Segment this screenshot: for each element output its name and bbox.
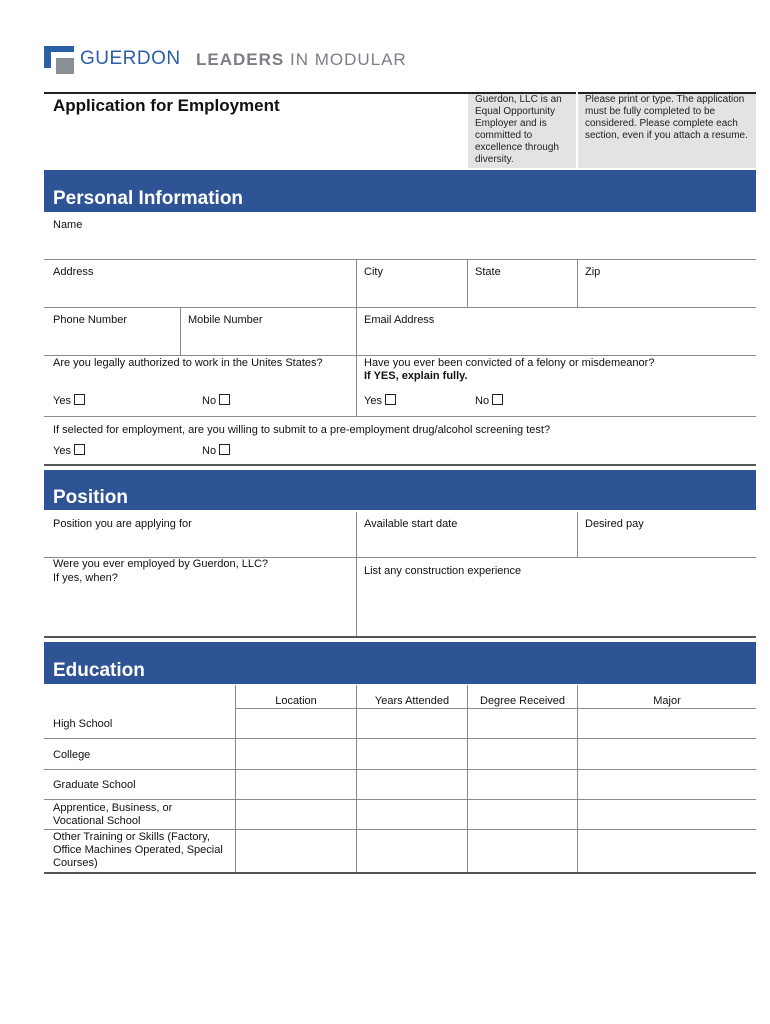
city-field[interactable] [357, 260, 467, 306]
name-label: Name [53, 219, 83, 231]
zip-field[interactable] [578, 260, 756, 306]
phone-label: Phone Number [53, 314, 127, 326]
education-col-location: Location [275, 695, 317, 707]
brand-tagline [196, 50, 407, 70]
eo-statement: Guerdon, LLC is an Equal Opportunity Employer and is committed to excellence through diversity. [475, 94, 562, 165]
tagline-light: IN MODULAR [289, 50, 407, 69]
felony-yes-label: Yes [364, 395, 382, 407]
authorized-question: Are you legally authorized to work in the Unites States? [53, 357, 323, 369]
felony-question: Have you ever been convicted of a felony or misdemeanor? [364, 357, 655, 369]
authorized-no-label: No [202, 395, 217, 407]
authorized-no[interactable] [202, 394, 230, 408]
page-title: Application for Employment [53, 96, 280, 115]
mobile-label: Mobile Number [188, 314, 263, 326]
employed-before-field[interactable] [44, 558, 356, 636]
education-other-cells[interactable] [236, 830, 756, 872]
email-field[interactable] [357, 308, 756, 354]
address-label: Address [53, 266, 94, 278]
guerdon-logo-icon [44, 46, 74, 74]
education-row-college: College [53, 749, 91, 761]
zip-label: Zip [585, 266, 601, 278]
education-vocational-cells[interactable] [236, 800, 756, 829]
email-label: Email Address [364, 314, 435, 326]
section-education: Education [44, 642, 756, 684]
name-field[interactable] [44, 214, 756, 259]
desired-pay-label: Desired pay [585, 518, 644, 530]
authorized-yes-checkbox[interactable] [74, 394, 85, 405]
position-applying-label: Position you are applying for [53, 518, 192, 530]
city-label: City [364, 266, 383, 278]
position-applying-field[interactable] [44, 512, 356, 556]
mobile-field[interactable] [181, 308, 356, 354]
drug-test-yes[interactable] [53, 444, 85, 458]
authorized-no-checkbox[interactable] [219, 394, 230, 405]
state-label: State [475, 266, 501, 278]
phone-field[interactable] [44, 308, 180, 354]
education-row-high-school: High School [53, 718, 113, 730]
education-col-major: Major [653, 695, 681, 707]
education-high-school-cells[interactable] [236, 709, 756, 738]
authorized-yes[interactable] [53, 394, 85, 408]
authorized-yes-label: Yes [53, 395, 71, 407]
felony-no[interactable] [475, 394, 503, 408]
drug-test-yes-label: Yes [53, 445, 71, 457]
drug-test-no-label: No [202, 445, 217, 457]
brand-name: GUERDON [80, 48, 181, 69]
drug-test-no-checkbox[interactable] [219, 444, 230, 455]
state-field[interactable] [468, 260, 577, 306]
felony-yes-checkbox[interactable] [385, 394, 396, 405]
instructions-text: Please print or type. The application must be fully completed to be considered. Please complete each section, even if you attach a resume. [585, 94, 748, 141]
drug-test-yes-checkbox[interactable] [74, 444, 85, 455]
education-row-vocational: Apprentice, Business, or Vocational School [53, 802, 173, 827]
construction-label: List any construction experience [364, 565, 522, 577]
section-position: Position [44, 470, 756, 510]
construction-field[interactable] [357, 558, 756, 636]
education-row-graduate: Graduate School [53, 779, 136, 791]
section-personal-information: Personal Information [44, 170, 756, 212]
education-col-degree: Degree Received [480, 695, 565, 707]
start-date-label: Available start date [364, 518, 458, 530]
felony-yes[interactable] [364, 394, 396, 408]
employed-before-when: If yes, when? [53, 572, 118, 584]
felony-note: If YES, explain fully. [364, 370, 468, 382]
education-college-cells[interactable] [236, 739, 756, 769]
education-graduate-cells[interactable] [236, 770, 756, 799]
drug-test-question: If selected for employment, are you willing to submit to a pre-employment drug/alcohol screening test? [53, 424, 551, 436]
drug-test-no[interactable] [202, 444, 230, 458]
employed-before-question: Were you ever employed by Guerdon, LLC? [53, 558, 269, 570]
start-date-field[interactable] [357, 512, 577, 556]
education-col-years: Years Attended [374, 695, 450, 707]
education-row-other-training: Other Training or Skills (Factory, Office Machines Operated, Special Courses) [53, 831, 223, 869]
felony-no-checkbox[interactable] [492, 394, 503, 405]
desired-pay-field[interactable] [578, 512, 756, 556]
tagline-bold: LEADERS [196, 50, 285, 69]
address-field[interactable] [44, 260, 356, 306]
felony-no-label: No [475, 395, 490, 407]
